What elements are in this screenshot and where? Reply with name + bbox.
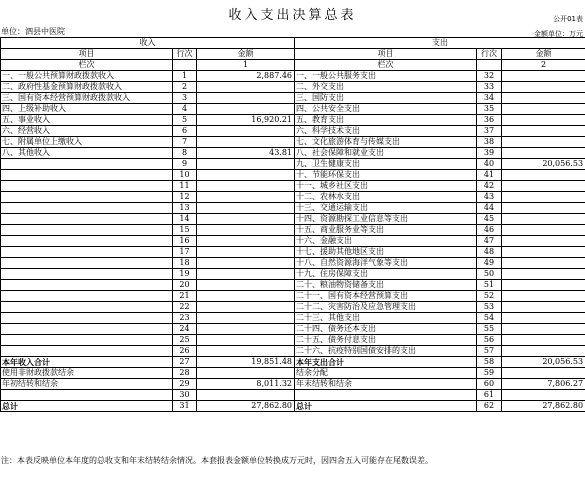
expense-line: 55	[477, 324, 502, 335]
expense-amount	[502, 192, 585, 203]
income-item	[1, 269, 173, 280]
expense-item: 二十、粮油物资储备支出	[295, 280, 477, 291]
income-amount	[197, 214, 295, 225]
table-row	[1, 115, 585, 126]
income-amount	[197, 126, 295, 137]
expense-line: 60	[477, 379, 502, 390]
income-item	[1, 313, 173, 324]
expense-item: 十四、资源勘探工业信息等支出	[295, 214, 477, 225]
income-item	[1, 258, 173, 269]
table-row	[1, 357, 585, 368]
income-line: 22	[173, 302, 197, 313]
expense-amount	[502, 115, 585, 126]
expense-line: 38	[477, 137, 502, 148]
income-item: 一、一般公共预算财政拨款收入	[1, 71, 173, 82]
expense-amount	[502, 291, 585, 302]
table-row	[1, 93, 585, 104]
income-amount	[197, 302, 295, 313]
income-amount	[197, 137, 295, 148]
expense-amount	[502, 203, 585, 214]
expense-item: 二十四、债务还本支出	[295, 324, 477, 335]
income-line: 11	[173, 181, 197, 192]
expense-amount	[502, 368, 585, 379]
table-row	[1, 269, 585, 280]
form-number: 公开01表	[553, 15, 583, 23]
expense-item: 六、科学技术支出	[295, 126, 477, 137]
expense-line: 50	[477, 269, 502, 280]
expense-line: 33	[477, 82, 502, 93]
expense-line: 39	[477, 148, 502, 159]
expense-line: 58	[477, 357, 502, 368]
expense-amount	[502, 93, 585, 104]
expense-amount	[502, 390, 585, 401]
income-line: 17	[173, 247, 197, 258]
expense-line: 52	[477, 291, 502, 302]
income-item	[1, 247, 173, 258]
income-amount: 27,862.80	[197, 401, 295, 412]
expense-amount	[502, 181, 585, 192]
expense-item: 二十六、抗疫特别国债安排的支出	[295, 346, 477, 357]
footnote: 注：本表反映单位本年度的总收支和年末结转结余情况。本套报表金额单位转换成万元时，因四舍五入可能存在尾数误差。	[1, 456, 433, 465]
expense-col-number: 2	[502, 60, 585, 71]
expense-item: 九、卫生健康支出	[295, 159, 477, 170]
expense-line: 36	[477, 115, 502, 126]
table-row	[1, 104, 585, 115]
income-amount	[197, 368, 295, 379]
income-line: 28	[173, 368, 197, 379]
expense-item: 十二、农林水支出	[295, 192, 477, 203]
expense-line: 34	[477, 93, 502, 104]
income-line: 15	[173, 225, 197, 236]
expense-line: 51	[477, 280, 502, 291]
expense-line: 54	[477, 313, 502, 324]
table-row	[1, 280, 585, 291]
expense-item: 四、公共安全支出	[295, 104, 477, 115]
expense-line: 43	[477, 192, 502, 203]
income-amount	[197, 203, 295, 214]
income-item-header: 项目	[1, 49, 173, 60]
table-row	[1, 236, 585, 247]
income-amount	[197, 93, 295, 104]
income-amount: 19,851.48	[197, 357, 295, 368]
income-item	[1, 159, 173, 170]
expense-item: 二十五、债务付息支出	[295, 335, 477, 346]
expense-amount	[502, 302, 585, 313]
expense-line: 61	[477, 390, 502, 401]
income-item	[1, 302, 173, 313]
expense-amount: 20,056.53	[502, 357, 585, 368]
expense-item: 十六、金融支出	[295, 236, 477, 247]
expense-item: 三、国防支出	[295, 93, 477, 104]
income-line-header: 行次	[173, 49, 197, 60]
expense-amount	[502, 82, 585, 93]
income-line: 25	[173, 335, 197, 346]
table-row	[1, 192, 585, 203]
income-amount: 2,887.46	[197, 71, 295, 82]
expense-item: 二十二、灾害防治及应急管理支出	[295, 302, 477, 313]
table-row	[1, 401, 585, 412]
expense-line: 37	[477, 126, 502, 137]
table-row	[1, 148, 585, 159]
income-item: 年初结转和结余	[1, 379, 173, 390]
income-amount-header: 金额	[197, 49, 295, 60]
income-amount	[197, 104, 295, 115]
income-line: 16	[173, 236, 197, 247]
expense-item: 五、教育支出	[295, 115, 477, 126]
expense-item: 总计	[295, 401, 477, 412]
income-section-header: 收入	[1, 38, 295, 49]
report-title: 收入支出决算总表	[228, 8, 357, 23]
expense-amount	[502, 148, 585, 159]
income-item: 六、经营收入	[1, 126, 173, 137]
expense-line: 32	[477, 71, 502, 82]
income-amount: 43.81	[197, 148, 295, 159]
income-amount	[197, 269, 295, 280]
expense-amount	[502, 126, 585, 137]
income-line: 5	[173, 115, 197, 126]
income-amount	[197, 280, 295, 291]
income-line: 10	[173, 170, 197, 181]
expense-item: 十九、住房保障支出	[295, 269, 477, 280]
income-amount	[197, 82, 295, 93]
table-row	[1, 214, 585, 225]
expense-item: 十三、交通运输支出	[295, 203, 477, 214]
income-amount: 8,011.32	[197, 379, 295, 390]
expense-item: 本年支出合计	[295, 357, 477, 368]
table-row	[1, 390, 585, 401]
expense-amount	[502, 236, 585, 247]
income-item	[1, 192, 173, 203]
expense-amount: 7,806.27	[502, 379, 585, 390]
income-item	[1, 291, 173, 302]
income-amount	[197, 313, 295, 324]
income-col-label: 栏次	[1, 60, 173, 71]
income-line: 4	[173, 104, 197, 115]
expense-item: 八、社会保障和就业支出	[295, 148, 477, 159]
table-row	[1, 379, 585, 390]
table-row	[1, 181, 585, 192]
expense-col-line	[477, 60, 502, 71]
expense-line: 47	[477, 236, 502, 247]
table-row	[1, 291, 585, 302]
table-row	[1, 71, 585, 82]
expense-line-header: 行次	[477, 49, 502, 60]
income-amount: 16,920.21	[197, 115, 295, 126]
income-line: 30	[173, 390, 197, 401]
expense-item: 十一、城乡社区支出	[295, 181, 477, 192]
income-item: 总计	[1, 401, 173, 412]
income-line: 14	[173, 214, 197, 225]
income-item	[1, 170, 173, 181]
expense-line: 62	[477, 401, 502, 412]
income-line: 9	[173, 159, 197, 170]
income-line: 1	[173, 71, 197, 82]
income-line: 31	[173, 401, 197, 412]
expense-amount	[502, 170, 585, 181]
table-row	[1, 324, 585, 335]
statement-table	[0, 37, 585, 412]
expense-amount	[502, 269, 585, 280]
income-amount	[197, 247, 295, 258]
income-line: 12	[173, 192, 197, 203]
expense-amount	[502, 313, 585, 324]
expense-section-header: 支出	[295, 38, 585, 49]
income-amount	[197, 291, 295, 302]
expense-line: 41	[477, 170, 502, 181]
income-item	[1, 335, 173, 346]
income-item	[1, 280, 173, 291]
expense-amount	[502, 137, 585, 148]
income-line: 21	[173, 291, 197, 302]
income-line: 13	[173, 203, 197, 214]
expense-line: 40	[477, 159, 502, 170]
expense-item: 十、节能环保支出	[295, 170, 477, 181]
income-line: 29	[173, 379, 197, 390]
amount-unit: 金额单位：万元	[534, 30, 583, 38]
expense-amount	[502, 324, 585, 335]
income-item: 使用非财政拨款结余	[1, 368, 173, 379]
expense-amount	[502, 247, 585, 258]
expense-amount	[502, 346, 585, 357]
expense-item: 二、外交支出	[295, 82, 477, 93]
table-row	[1, 258, 585, 269]
reporting-unit: 单位：泗县中医院	[1, 27, 65, 36]
expense-amount	[502, 214, 585, 225]
table-row	[1, 126, 585, 137]
income-line: 7	[173, 137, 197, 148]
expense-item: 结余分配	[295, 368, 477, 379]
table-row	[1, 368, 585, 379]
income-line: 24	[173, 324, 197, 335]
expense-line: 49	[477, 258, 502, 269]
expense-item: 七、文化旅游体育与传媒支出	[295, 137, 477, 148]
income-item: 本年收入合计	[1, 357, 173, 368]
income-col-number: 1	[197, 60, 295, 71]
income-amount	[197, 159, 295, 170]
income-amount	[197, 390, 295, 401]
expense-item-header: 项目	[295, 49, 477, 60]
table-row	[1, 170, 585, 181]
income-item	[1, 225, 173, 236]
income-line: 23	[173, 313, 197, 324]
income-amount	[197, 335, 295, 346]
income-item	[1, 324, 173, 335]
income-line: 19	[173, 269, 197, 280]
income-amount	[197, 181, 295, 192]
income-item: 三、国有资本经营预算财政拨款收入	[1, 93, 173, 104]
expense-item: 二十三、其他支出	[295, 313, 477, 324]
income-amount	[197, 346, 295, 357]
income-amount	[197, 170, 295, 181]
income-col-line	[173, 60, 197, 71]
expense-line: 46	[477, 225, 502, 236]
income-item	[1, 203, 173, 214]
income-item	[1, 181, 173, 192]
table-row	[1, 346, 585, 357]
expense-line: 48	[477, 247, 502, 258]
expense-item	[295, 390, 477, 401]
expense-amount	[502, 225, 585, 236]
income-line: 6	[173, 126, 197, 137]
table-row	[1, 82, 585, 93]
income-item: 五、事业收入	[1, 115, 173, 126]
expense-line: 57	[477, 346, 502, 357]
income-item: 四、上级补助收入	[1, 104, 173, 115]
expense-item: 二十一、国有资本经营预算支出	[295, 291, 477, 302]
income-amount	[197, 192, 295, 203]
table-row	[1, 335, 585, 346]
table-row	[1, 137, 585, 148]
statement-table-wrap	[0, 37, 585, 412]
income-line: 18	[173, 258, 197, 269]
income-item	[1, 214, 173, 225]
expense-line: 44	[477, 203, 502, 214]
expense-line: 56	[477, 335, 502, 346]
income-line: 8	[173, 148, 197, 159]
income-amount	[197, 225, 295, 236]
expense-item: 十八、自然资源海洋气象等支出	[295, 258, 477, 269]
income-amount	[197, 324, 295, 335]
expense-item: 年末结转和结余	[295, 379, 477, 390]
income-item	[1, 346, 173, 357]
expense-amount	[502, 258, 585, 269]
table-row	[1, 313, 585, 324]
expense-item: 十五、商业服务业等支出	[295, 225, 477, 236]
income-item	[1, 236, 173, 247]
expense-line: 45	[477, 214, 502, 225]
expense-line: 59	[477, 368, 502, 379]
expense-amount-header: 金额	[502, 49, 585, 60]
expense-item: 一、一般公共服务支出	[295, 71, 477, 82]
expense-amount	[502, 280, 585, 291]
expense-line: 53	[477, 302, 502, 313]
income-item: 二、政府性基金预算财政拨款收入	[1, 82, 173, 93]
income-line: 2	[173, 82, 197, 93]
expense-line: 42	[477, 181, 502, 192]
expense-amount: 20,056.53	[502, 159, 585, 170]
table-row	[1, 203, 585, 214]
table-row	[1, 159, 585, 170]
expense-amount	[502, 104, 585, 115]
table-row	[1, 247, 585, 258]
income-amount	[197, 236, 295, 247]
expense-line: 35	[477, 104, 502, 115]
income-line: 3	[173, 93, 197, 104]
expense-amount: 27,862.80	[502, 401, 585, 412]
income-line: 27	[173, 357, 197, 368]
income-item	[1, 390, 173, 401]
income-amount	[197, 258, 295, 269]
table-row	[1, 225, 585, 236]
income-item: 七、附属单位上缴收入	[1, 137, 173, 148]
expense-item: 十七、援助其他地区支出	[295, 247, 477, 258]
income-line: 20	[173, 280, 197, 291]
table-row	[1, 302, 585, 313]
expense-amount	[502, 71, 585, 82]
expense-col-label: 栏次	[295, 60, 477, 71]
income-item: 八、其他收入	[1, 148, 173, 159]
income-line: 26	[173, 346, 197, 357]
expense-amount	[502, 335, 585, 346]
